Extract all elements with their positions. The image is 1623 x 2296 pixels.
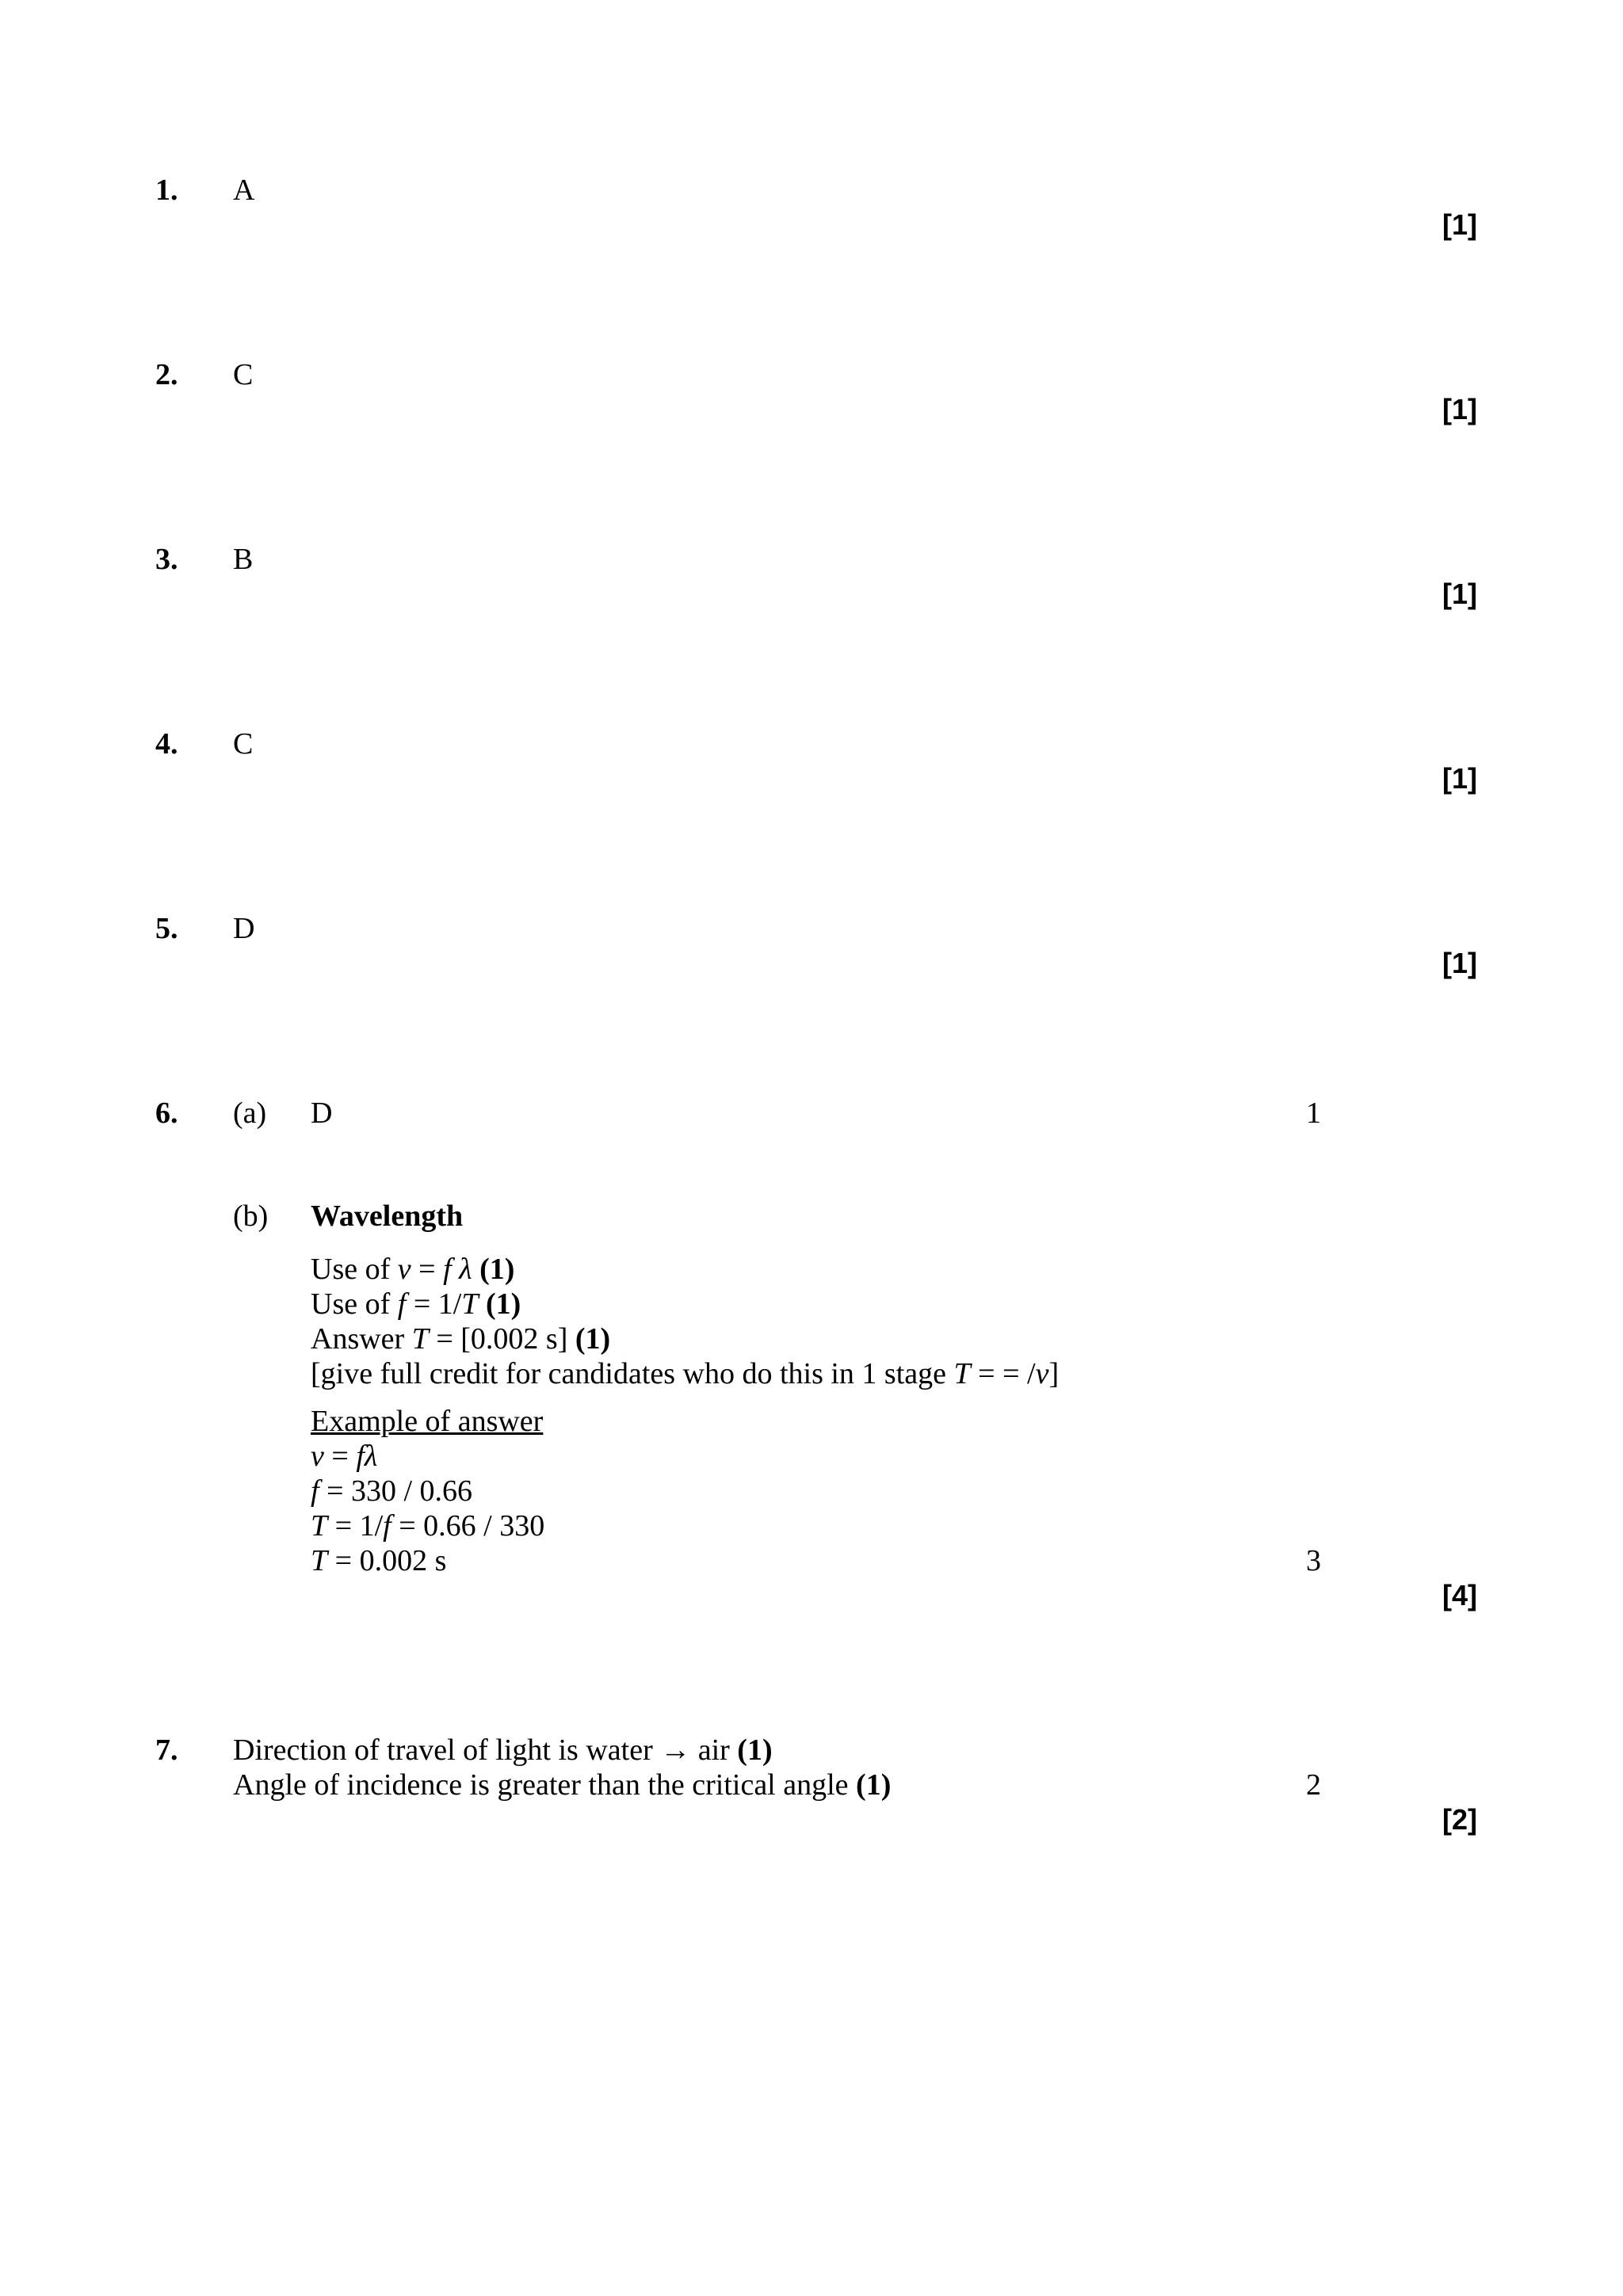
total-marks: [2] [1442, 1803, 1477, 1836]
total-marks: [1] [1442, 762, 1477, 795]
total-marks: [1] [1442, 208, 1477, 241]
part-a-label: (a) [233, 1097, 267, 1130]
part-b-heading: Wavelength [311, 1199, 464, 1233]
question-number: 4. [155, 727, 178, 761]
part-a-answer: D [311, 1097, 333, 1130]
answer: C [233, 358, 254, 391]
question-number: 7. [155, 1733, 178, 1767]
question-number: 2. [155, 358, 178, 391]
question-number: 6. [155, 1097, 178, 1130]
answer-line-1: Direction of travel of light is water → air (1) [233, 1733, 773, 1767]
answer: C [233, 727, 254, 761]
marking-note: [give full credit for candidates who do this in 1 stage T = = /v] [311, 1357, 1060, 1390]
example-line-1: v = fλ [311, 1440, 378, 1473]
marking-point-3: Answer T = [0.002 s] (1) [311, 1322, 611, 1356]
marking-point-2: Use of f = 1/T (1) [311, 1287, 521, 1321]
answer-lines [233, 1733, 891, 1802]
total-marks: [1] [1442, 578, 1477, 610]
part-a-marks: 1 [1306, 1097, 1321, 1130]
answer: A [233, 174, 255, 207]
part-b-marks: 3 [1306, 1544, 1321, 1577]
question-number: 3. [155, 543, 178, 576]
question-number: 5. [155, 912, 178, 945]
answer-line-2: Angle of incidence is greater than the critical angle (1) [233, 1768, 892, 1802]
example-line-3: T = 1/f = 0.66 / 330 [311, 1509, 545, 1543]
example-answer [311, 1404, 544, 1578]
marking-point-1: Use of v = f λ (1) [311, 1253, 515, 1286]
example-line-2: f = 330 / 0.66 [311, 1474, 473, 1508]
answer: B [233, 543, 254, 576]
marking-points [311, 1252, 1059, 1391]
question-number: 1. [155, 174, 178, 207]
marks: 2 [1306, 1768, 1321, 1802]
example-heading: Example of answer [311, 1405, 544, 1438]
example-line-4: T = 0.002 s [311, 1544, 447, 1577]
total-marks: [1] [1442, 947, 1477, 979]
total-marks: [1] [1442, 393, 1477, 425]
answer: D [233, 912, 255, 945]
total-marks: [4] [1442, 1579, 1477, 1611]
part-b-label: (b) [233, 1199, 269, 1233]
